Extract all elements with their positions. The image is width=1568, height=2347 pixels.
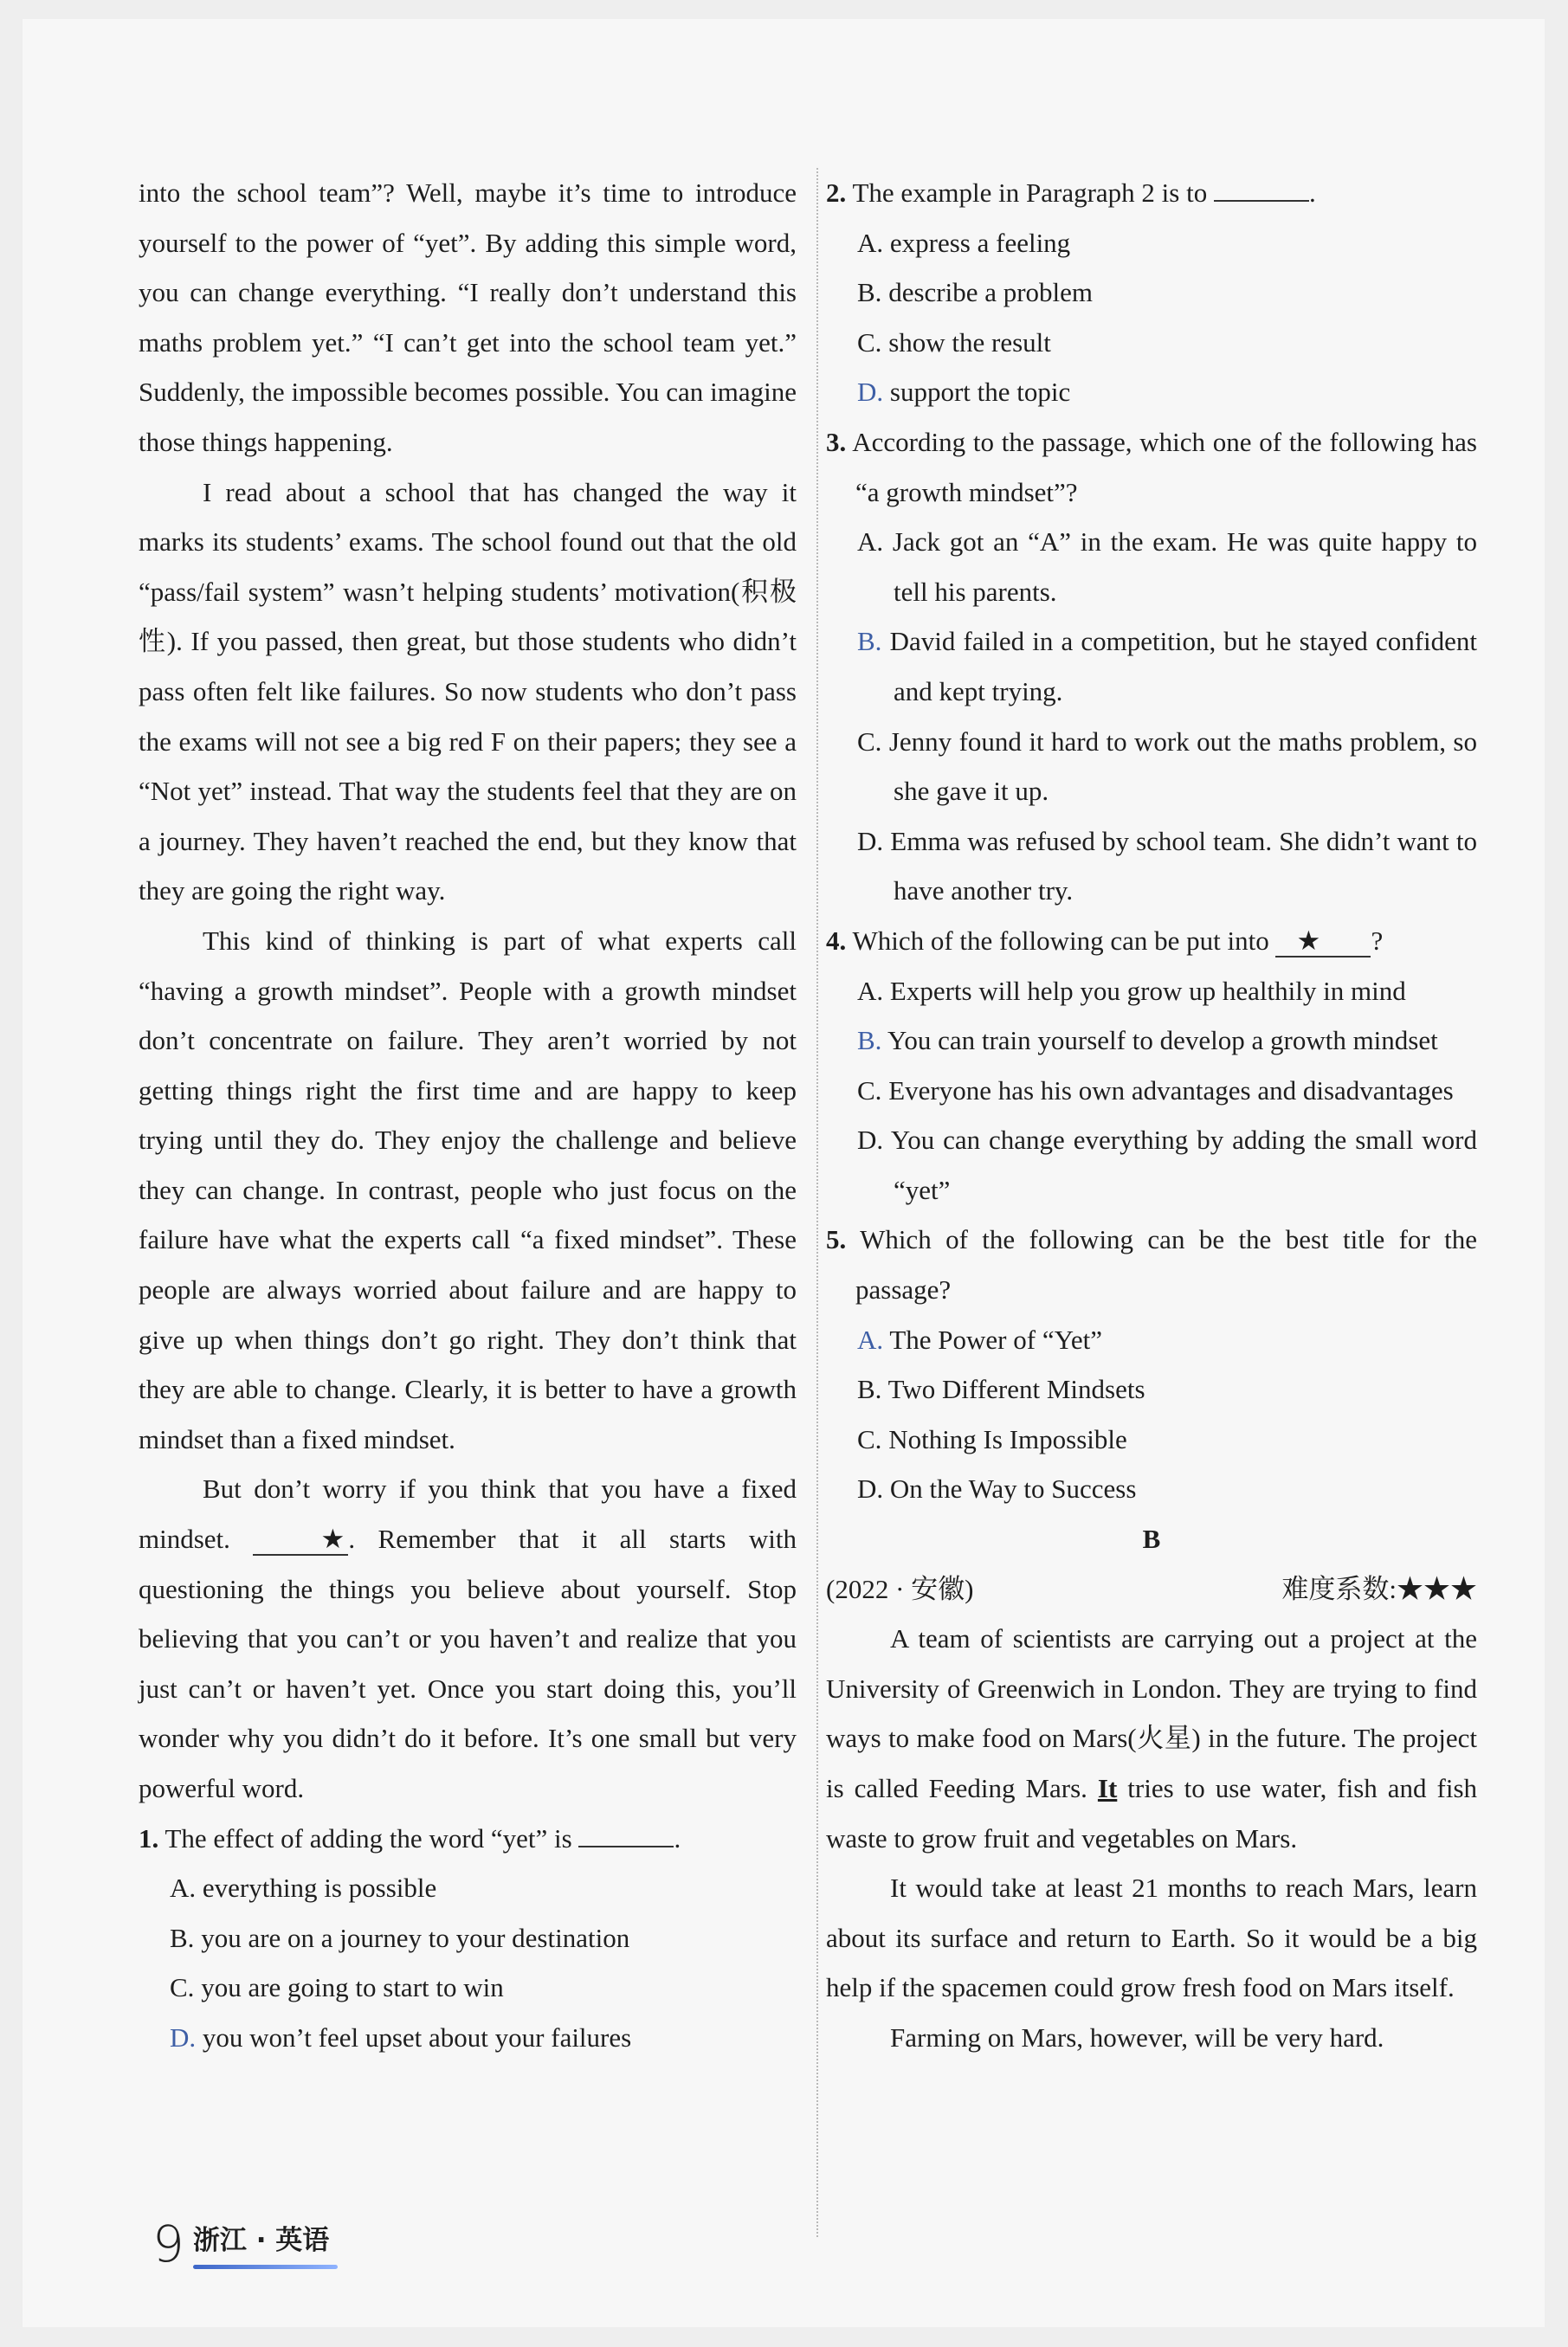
column-divider	[816, 168, 818, 2237]
left-column	[139, 168, 797, 2063]
option-text: On the Way to Success	[889, 1473, 1137, 1505]
question-number: 4.	[826, 925, 847, 956]
option-a	[826, 218, 1477, 268]
option-letter: D.	[857, 1125, 884, 1156]
question-number: 3.	[826, 426, 847, 457]
paragraph-text: tries to use water, fish and fish waste to grow fruit and vegetables on Mars.	[826, 1773, 1478, 1854]
source-label: (2022 · 安徽)	[826, 1573, 974, 1604]
question-number: 5.	[826, 1224, 847, 1255]
option-text: Jenny found it hard to work out the maths problem, so she gave it up.	[888, 725, 1477, 807]
option-d	[826, 1115, 1477, 1215]
difficulty-label: 难度系数:	[1281, 1573, 1397, 1604]
option-a	[826, 966, 1477, 1016]
option-text: Two Different Mindsets	[887, 1374, 1145, 1405]
option-letter: B.	[857, 277, 882, 308]
question-text: According to the passage, which one of the following has “a growth mindset”?	[852, 426, 1477, 507]
option-letter: A.	[857, 526, 884, 558]
passage-paragraph: It would take at least 21 months to reach Mars, learn about its surface and return to Earth. So it would be a big help if the spacemen could grow fresh food on Mars itself.	[826, 1873, 1477, 2003]
question-text: ?	[1371, 925, 1384, 956]
option-letter: B.	[170, 1922, 195, 1953]
option-text: The Power of “Yet”	[889, 1324, 1102, 1355]
option-a	[826, 517, 1477, 616]
option-text: support the topic	[889, 377, 1071, 408]
paragraph-text: But don’t worry if you think that you have a fixed mindset.	[139, 1473, 797, 1555]
option-text: You can change everything by adding the small word “yet”	[890, 1125, 1477, 1205]
option-text: Emma was refused by school team. She didn’t want to have another try.	[890, 825, 1477, 906]
option-letter: C.	[857, 1074, 882, 1106]
option-text: you are going to start to win	[201, 1972, 504, 2003]
question-1	[139, 1814, 797, 2063]
passage-paragraph: This kind of thinking is part of what experts call “having a growth mindset”. People with a growth mindset don’t concentrate on failure. They aren’t worried by not getting things right the first time and are happy to keep trying until they do. They enjoy the challenge and believe they can change. In contrast, people who just focus on the failure have what the experts call “a fixed mindset”. These people are always worried about failure and are happy to give up when things don’t go right. They don’t think that they are able to change. Clearly, it is better to have a growth mindset than a fixed mindset.	[139, 925, 797, 1454]
star-blank: ★	[253, 1525, 348, 1556]
option-d	[826, 1464, 1477, 1514]
option-text: everything is possible	[202, 1873, 437, 1904]
question-3	[826, 417, 1477, 916]
question-text: Which of the following can be put into	[852, 925, 1269, 956]
option-d	[139, 2013, 797, 2063]
paragraph-text: A team of scientists are carrying out a project at the University of Greenwich in London. They are trying to find ways to make food on Mars(火星) in the future. The project is called Feeding Mars.	[826, 1623, 1477, 1803]
passage-paragraph	[139, 1464, 797, 1813]
option-b	[826, 268, 1477, 318]
question-text: Which of the following can be the best title for the passage?	[855, 1224, 1477, 1306]
answer-letter: B.	[857, 626, 882, 657]
option-text: David failed in a competition, but he stayed confident and kept trying.	[889, 626, 1477, 706]
option-text: Experts will help you grow up healthily in mind	[889, 975, 1406, 1006]
underlined-word: It	[1097, 1773, 1118, 1803]
question-4	[826, 916, 1477, 1215]
option-letter: B.	[857, 1374, 882, 1405]
page-number: 9	[152, 2215, 184, 2273]
option-b	[139, 1913, 797, 1963]
option-a	[139, 1863, 797, 1913]
passage-paragraph	[826, 1614, 1477, 1863]
star-blank: ★	[1275, 926, 1371, 957]
question-stem	[826, 417, 1477, 517]
answer-letter: B.	[857, 1025, 882, 1056]
option-letter: A.	[857, 975, 884, 1006]
option-b	[826, 1016, 1477, 1066]
option-text: Jack got an “A” in the exam. He was quite happy to tell his parents.	[892, 526, 1477, 607]
star-icon: ★★★	[1397, 1573, 1477, 1604]
question-number: 2.	[826, 177, 847, 208]
option-letter: C.	[857, 725, 882, 757]
option-text: You can train yourself to develop a growth mindset	[887, 1025, 1438, 1056]
option-text: show the result	[888, 326, 1051, 358]
right-column	[826, 168, 1477, 2063]
option-letter: A.	[170, 1873, 197, 1904]
option-text: you won’t feel upset about your failures	[202, 2021, 632, 2053]
option-letter: D.	[857, 825, 884, 856]
option-c	[139, 1963, 797, 2013]
option-letter: D.	[857, 1473, 884, 1505]
answer-letter: D.	[857, 377, 884, 408]
question-number: 1.	[139, 1822, 159, 1854]
workbook-page	[23, 19, 1545, 2327]
answer-letter: A.	[857, 1324, 884, 1355]
option-d	[826, 367, 1477, 417]
answer-letter: D.	[170, 2021, 197, 2053]
option-b	[826, 1364, 1477, 1415]
option-letter: C.	[857, 326, 882, 358]
question-5	[826, 1215, 1477, 1514]
page-footer	[152, 2215, 330, 2273]
region-subject-label: 浙江 · 英语	[193, 2218, 329, 2269]
passage-paragraph: Farming on Mars, however, will be very hard.	[890, 2021, 1384, 2053]
option-text: Everyone has his own advantages and disadvantages	[888, 1074, 1454, 1106]
section-heading: B	[1142, 1524, 1161, 1555]
option-b	[826, 616, 1477, 716]
option-letter: A.	[857, 227, 884, 258]
question-text: .	[674, 1822, 681, 1854]
option-text: Nothing Is Impossible	[888, 1423, 1127, 1454]
question-stem	[826, 916, 1477, 966]
option-text: describe a problem	[888, 277, 1094, 308]
option-letter: C.	[170, 1972, 195, 2003]
answer-blank	[578, 1816, 674, 1847]
answer-blank	[1214, 171, 1309, 202]
source-line	[826, 1564, 1477, 1615]
option-c	[826, 1415, 1477, 1465]
paragraph-text: . Remember that it all starts with questioning the things you believe about yourself. Stop believing that you can’t or you haven’t and realize that you just can’t or haven’t yet. Once you start doing this, you’ll wonder why you didn’t do it before. It’s one small but very powerful word.	[139, 1524, 797, 1803]
question-text: .	[1308, 177, 1316, 208]
option-letter: C.	[857, 1423, 882, 1454]
option-c	[826, 717, 1477, 816]
passage-paragraph: I read about a school that has changed the way it marks its students’ exams. The school found out that the old “pass/fail system” wasn’t helping students’ motivation(积极性). If you passed, then great, but those students who didn’t pass often felt like failures. So now students who don’t pass the exams will not see a big red F on their papers; they see a “Not yet” instead. That way the students feel that they are on a journey. They haven’t reached the end, but they know that they are going the right way.	[139, 476, 797, 906]
option-c	[826, 318, 1477, 368]
passage-paragraph: into the school team”? Well, maybe it’s time to introduce yourself to the power of “yet”. By adding this simple word, you can change everything. “I really don’t understand this maths problem yet.” “I can’t get into the school team yet.” Suddenly, the impossible becomes possible. You can imagine those things happening.	[139, 177, 797, 457]
question-stem	[139, 1814, 797, 1864]
option-c	[826, 1066, 1477, 1116]
option-d	[826, 816, 1477, 916]
option-a	[826, 1315, 1477, 1365]
question-text: The example in Paragraph 2 is to	[852, 177, 1208, 208]
option-text: you are on a journey to your destination	[201, 1922, 630, 1953]
option-text: express a feeling	[889, 227, 1071, 258]
question-text: The effect of adding the word “yet” is	[165, 1822, 572, 1854]
question-2	[826, 168, 1477, 417]
question-stem	[826, 168, 1477, 218]
question-stem	[826, 1215, 1477, 1314]
difficulty-rating	[1281, 1564, 1477, 1615]
